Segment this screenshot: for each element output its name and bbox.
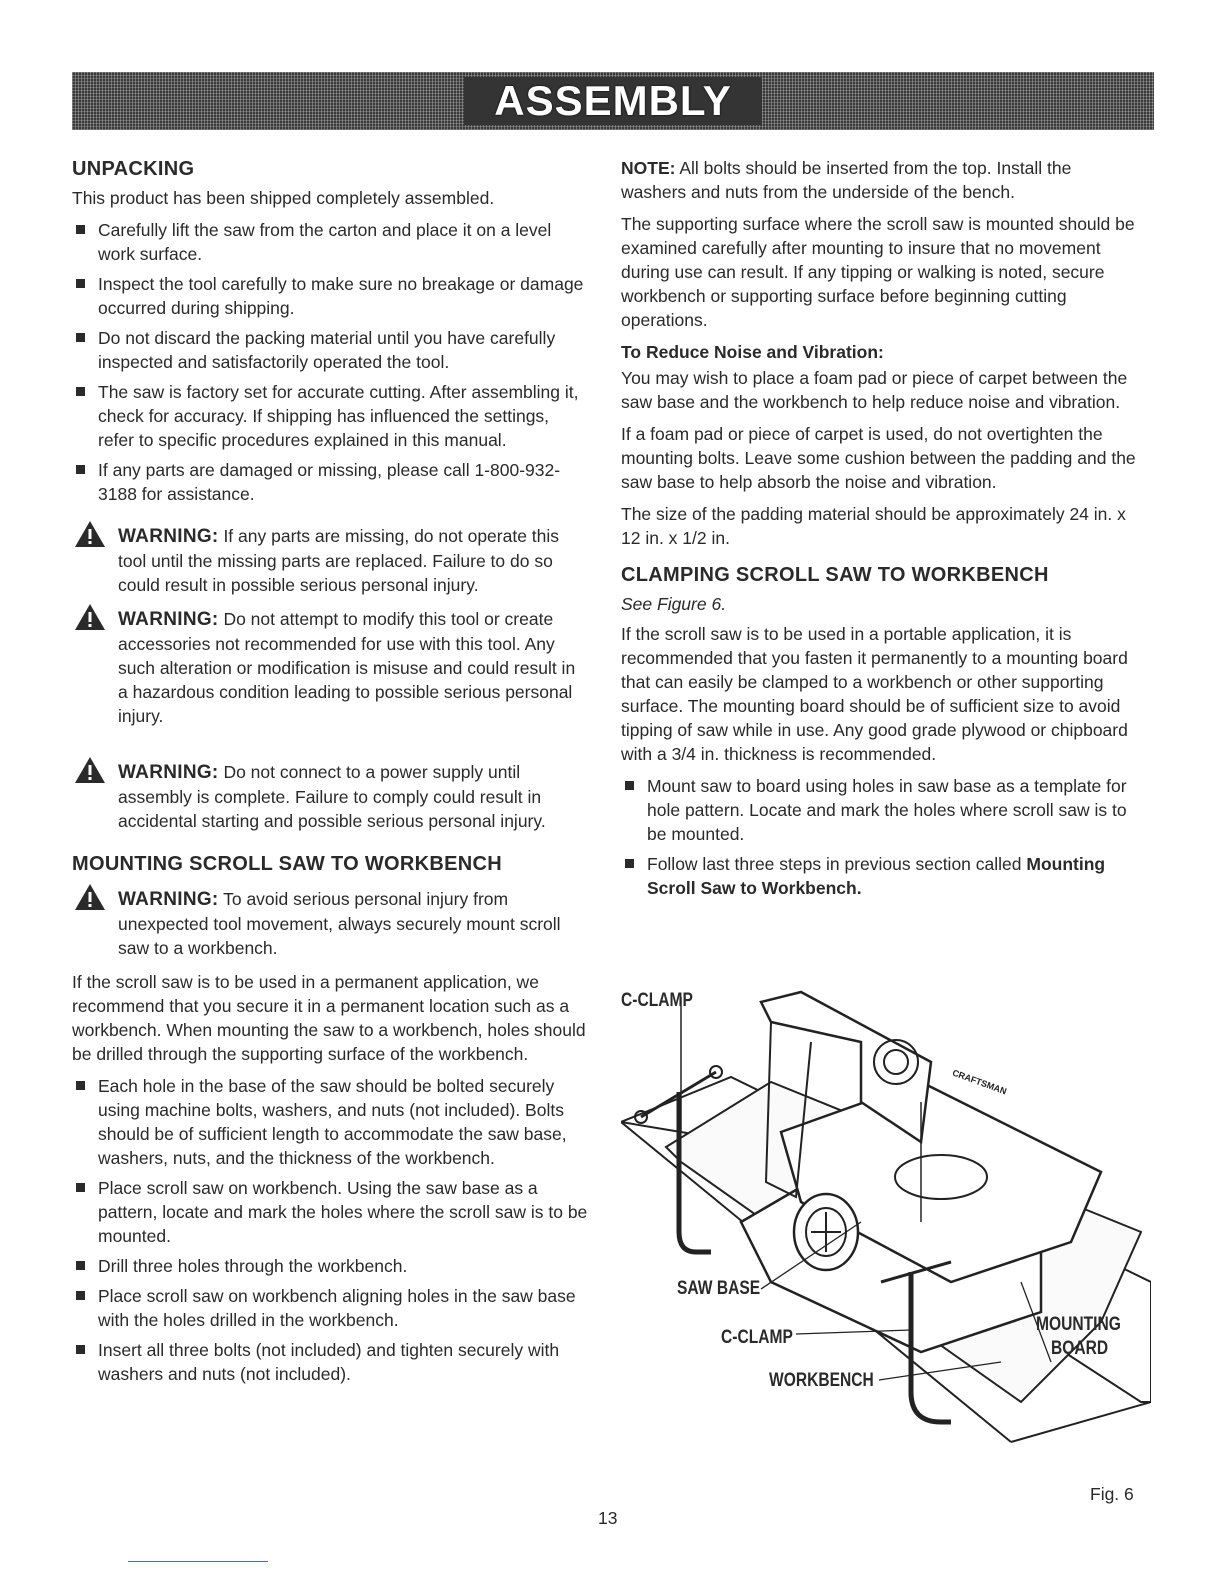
bullet-square-icon [625, 781, 634, 790]
warning-triangle-icon [74, 883, 106, 911]
brand-mark: CRAFTSMAN [951, 1067, 1008, 1097]
warning-label: WARNING: [118, 889, 219, 910]
list-item: If any parts are damaged or missing, please call 1-800-932-3188 for assistance. [72, 458, 588, 506]
warning-label: WARNING: [118, 762, 219, 783]
noise-heading: To Reduce Noise and Vibration: [621, 342, 884, 362]
bullet-square-icon [76, 465, 85, 474]
warning-triangle-icon [74, 756, 106, 784]
bullet-square-icon [76, 1345, 85, 1354]
label-workbench: WORKBENCH [769, 1370, 874, 1391]
list-item: Place scroll saw on workbench aligning holes in the saw base with the holes drilled in the workbench. [72, 1284, 588, 1332]
noise-paragraph-3: The size of the padding material should be approximately 24 in. x 12 in. x 1/2 in. [621, 504, 1126, 548]
clamping-list [621, 774, 1141, 900]
label-c-clamp-top: C-CLAMP [621, 990, 693, 1011]
warning-power-supply [72, 760, 588, 833]
section-banner [72, 72, 1154, 130]
page-number: 13 [598, 1508, 618, 1528]
unpacking-list [72, 218, 588, 506]
warning-label: WARNING: [118, 526, 219, 547]
mounting-heading: MOUNTING SCROLL SAW TO WORKBENCH [72, 853, 502, 875]
warning-triangle-icon [74, 603, 106, 631]
scroll-saw-illustration [621, 982, 1151, 1522]
clamping-paragraph: If the scroll saw is to be used in a portable application, it is recommended that you fasten it permanently to a mounting board that can easily be clamped to a workbench or other supporting surface. The mounting board should be of sufficient size to avoid tipping of saw while in use. Any good grade plywood or chipboard with a 3/4 in. thickness is recommended. [621, 624, 1128, 764]
warning-modify-tool [72, 607, 588, 728]
section-reference: Mounting Scroll Saw to Workbench. [647, 854, 1106, 898]
note-label: NOTE: [621, 158, 676, 178]
figure-6 [621, 982, 1151, 1522]
bullet-square-icon [76, 333, 85, 342]
figure-reference: See Figure 6. [621, 594, 727, 614]
footer-rule [128, 1561, 268, 1562]
list-item: Insert all three bolts (not included) and tighten securely with washers and nuts (not included). [72, 1338, 588, 1386]
mounting-list [72, 1074, 588, 1386]
right-column [621, 156, 1141, 908]
bullet-square-icon [76, 279, 85, 288]
unpacking-heading: UNPACKING [72, 158, 195, 180]
bullet-square-icon [76, 225, 85, 234]
warning-text: Do not attempt to modify this tool or create accessories not recommended for use with this tool. Any such alteration or modification is misuse and could result in a hazardous condition leading to possible serious personal injury. [118, 609, 576, 726]
unpacking-intro: This product has been shipped completely assembled. [72, 188, 495, 208]
bullet-square-icon [76, 1183, 85, 1192]
warning-text: To avoid serious personal injury from unexpected tool movement, always securely mount scroll saw to a workbench. [118, 889, 561, 958]
clamping-heading: CLAMPING SCROLL SAW TO WORKBENCH [621, 564, 1049, 586]
warning-missing-parts [72, 524, 588, 597]
warning-triangle-icon [74, 520, 106, 548]
warning-label: WARNING: [118, 609, 219, 630]
warning-text: If any parts are missing, do not operate this tool until the missing parts are replaced. Failure to do so could result in possible serious personal injury. [118, 526, 560, 595]
figure-number: Fig. 6 [1090, 1484, 1134, 1504]
label-mounting: MOUNTING [1036, 1314, 1121, 1335]
bullet-square-icon [76, 1081, 85, 1090]
label-c-clamp-bottom: C-CLAMP [721, 1327, 793, 1348]
list-item: Follow last three steps in previous section called Mounting Scroll Saw to Workbench. [621, 852, 1141, 900]
list-item: The saw is factory set for accurate cutting. After assembling it, check for accuracy. If shipping has influenced the settings, refer to specific procedures explained in this manual. [72, 380, 588, 452]
bullet-square-icon [625, 859, 634, 868]
warning-text: Do not connect to a power supply until assembly is complete. Failure to comply could result in accidental starting and possible serious personal injury. [118, 762, 546, 831]
list-item: Each hole in the base of the saw should be bolted securely using machine bolts, washers, and nuts (not included). Bolts should be of sufficient length to accommodate the saw base, washers, nuts, and the thickness of the workbench. [72, 1074, 588, 1170]
list-item: Place scroll saw on workbench. Using the saw base as a pattern, locate and mark the holes where the scroll saw is to be mounted. [72, 1176, 588, 1248]
noise-paragraph-1: You may wish to place a foam pad or piece of carpet between the saw base and the workbench to help reduce noise and vibration. [621, 368, 1128, 412]
label-board: BOARD [1051, 1338, 1109, 1359]
note-paragraph [621, 156, 1141, 204]
noise-paragraph-2: If a foam pad or piece of carpet is used, do not overtighten the mounting bolts. Leave some cushion between the padding and the saw base to help absorb the noise and vibration. [621, 424, 1136, 492]
bullet-square-icon [76, 1261, 85, 1270]
note-text: All bolts should be inserted from the top. Install the washers and nuts from the underside of the bench. [621, 158, 1072, 202]
support-paragraph: The supporting surface where the scroll saw is mounted should be examined carefully after mounting to insure that no movement during use can result. If any tipping or walking is noted, secure workbench or supporting surface before beginning cutting operations. [621, 214, 1135, 330]
left-column [72, 156, 588, 1394]
bullet-square-icon [76, 387, 85, 396]
list-item: Mount saw to board using holes in saw base as a template for hole pattern. Locate and mark the holes where scroll saw is to be mounted. [621, 774, 1141, 846]
bullet-square-icon [76, 1291, 85, 1300]
list-item: Drill three holes through the workbench. [72, 1254, 588, 1278]
label-saw-base: SAW BASE [677, 1278, 761, 1299]
list-item: Carefully lift the saw from the carton and place it on a level work surface. [72, 218, 588, 266]
list-item: Inspect the tool carefully to make sure no breakage or damage occurred during shipping. [72, 272, 588, 320]
warning-mount-securely [72, 887, 588, 960]
mounting-paragraph: If the scroll saw is to be used in a permanent application, we recommend that you secure it in a permanent location such as a workbench. When mounting the saw to a workbench, holes should be drilled through the supporting surface of the workbench. [72, 972, 586, 1064]
banner-title: ASSEMBLY [464, 77, 762, 125]
list-item: Do not discard the packing material until you have carefully inspected and satisfactorily operated the tool. [72, 326, 588, 374]
